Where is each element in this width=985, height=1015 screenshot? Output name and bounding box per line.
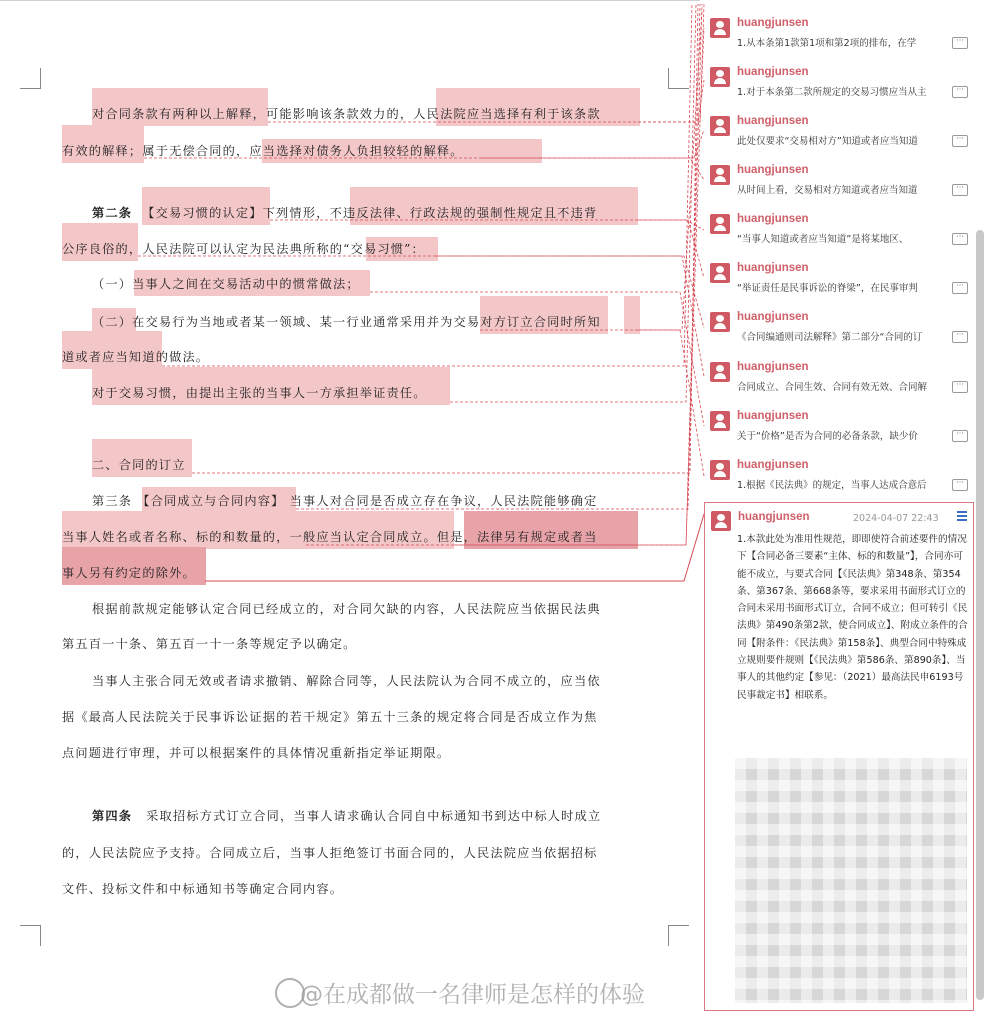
comment-card[interactable] [704, 407, 976, 451]
more-options-icon[interactable]: ··· [952, 233, 968, 245]
comment-snippet: 关于“价格”是否为合同的必备条款，缺少价 [737, 431, 918, 442]
crop-mark-top-left [20, 68, 41, 89]
more-options-icon[interactable]: ··· [952, 86, 968, 98]
comment-author: huangjunsen [737, 262, 809, 274]
more-options-icon[interactable]: ··· [952, 331, 968, 343]
paragraph-line[interactable]: 根据前款规定能够认定合同已经成立的，对合同欠缺的内容，人民法院应当依据民法典 [92, 602, 601, 616]
paragraph-line[interactable]: 第二条 【交易习惯的认定】下列情形，不违反法律、行政法规的强制性规定且不违背 [92, 203, 638, 225]
comment-card[interactable] [704, 210, 976, 254]
comment-author: huangjunsen [737, 66, 809, 78]
comment-avatar-icon [710, 116, 730, 136]
comment-avatar-icon [710, 263, 730, 283]
comment-snippet: 从时间上看，交易相对方知道或者应当知道 [737, 185, 918, 196]
paragraph-line[interactable]: 点问题进行审理，并可以根据案件的具体情况重新指定举证期限。 [62, 746, 451, 760]
more-options-icon[interactable]: ··· [952, 37, 968, 49]
comment-card[interactable] [704, 14, 976, 58]
comment-card[interactable] [704, 161, 976, 205]
comment-card[interactable] [704, 63, 976, 107]
comment-snippet: 合同成立、合同生效、合同有效无效、合同解 [737, 382, 928, 393]
comment-card[interactable] [704, 259, 976, 303]
comment-avatar-icon [710, 411, 730, 431]
comment-author: huangjunsen [737, 410, 809, 422]
comment-author: huangjunsen [737, 361, 809, 373]
crop-mark-top-right [668, 68, 689, 89]
comment-card[interactable] [704, 456, 976, 500]
more-options-icon[interactable]: ··· [952, 135, 968, 147]
comment-snippet: 此处仅要求“交易相对方”知道或者应当知道 [737, 136, 918, 147]
paragraph-line[interactable]: 对于交易习惯，由提出主张的当事人一方承担举证责任。 [92, 383, 638, 405]
comment-snippet: 1.根据《民法典》的规定，当事人达成合意后 [737, 480, 927, 491]
paragraph-line[interactable]: 有效的解释；属于无偿合同的，应当选择对债务人负担较轻的解释。 [62, 141, 638, 163]
crop-mark-bottom-left [20, 925, 41, 946]
comment-author: huangjunsen [737, 213, 809, 225]
comment-highlight[interactable] [624, 296, 640, 334]
paragraph-line[interactable]: 第四条 采取招标方式订立合同，当事人请求确认合同自中标通知书到达中标人时成立 [92, 809, 602, 823]
paragraph-line[interactable]: 第三条 【合同成立与合同内容】 当事人对合同是否成立存在争议，人民法院能够确定 [92, 491, 638, 513]
comment-date: 2024-04-07 22:43 [853, 513, 939, 524]
pixelated-redaction [735, 758, 967, 1003]
more-options-icon[interactable]: ··· [952, 479, 968, 491]
section-heading[interactable]: 二、合同的订立 [92, 455, 638, 477]
comment-author: huangjunsen [737, 115, 809, 127]
watermark-text: @在成都做一名律师是怎样的体验 [300, 982, 645, 1008]
more-options-icon[interactable]: ··· [952, 282, 968, 294]
comment-author: huangjunsen [738, 511, 810, 523]
comment-snippet: “当事人知道或者应当知道”是将某地区、 [737, 234, 909, 245]
paragraph-line[interactable]: 当事人主张合同无效或者请求撤销、解除合同等，人民法院认为合同不成立的，应当依 [92, 674, 601, 688]
comment-card[interactable] [704, 308, 976, 352]
comment-body[interactable]: 1.本款此处为准用性规范，即即使符合前述要件的情况下【合同必备三要素“主体、标的和数量”】，合同亦可能不成立，与要式合同【《民法典》第348条、第354条、第367条、第668条等，要求采用书面形式订立的合同未采用书面形式订立，合同不成立；但可转引《民法典》第490条第2款，使合同成立】、附成立条件的合同【附条件：《民法典》第158条】、典型合同中特殊成立规则要件规则【《民法典》第586条、第890条】、当事人的其他约定【参见：（2021）最高法民申6193号民事裁定书】相联系。 [737, 534, 968, 701]
paragraph-line[interactable]: 当事人姓名或者名称、标的和数量的，一般应当认定合同成立。但是，法律另有规定或者当 [62, 527, 638, 549]
comment-avatar-icon [711, 511, 731, 531]
comment-avatar-icon [710, 362, 730, 382]
comment-avatar-icon [710, 18, 730, 38]
more-options-icon[interactable]: ··· [952, 381, 968, 393]
comment-avatar-icon [710, 460, 730, 480]
paragraph-line[interactable]: 的，人民法院应予支持。合同成立后，当事人拒绝签订书面合同的，人民法院应当依据招标 [62, 846, 598, 860]
paragraph-line[interactable]: （一）当事人之间在交易活动中的惯常做法； [92, 274, 638, 296]
paragraph-line[interactable]: 公序良俗的，人民法院可以认定为民法典所称的“交易习惯”： [62, 239, 638, 261]
comment-snippet: 1.从本条第1款第1项和第2项的排布，在学 [737, 38, 917, 49]
comment-pane-scrollbar[interactable] [976, 230, 984, 1000]
comment-author: huangjunsen [737, 17, 809, 29]
more-options-icon[interactable]: ··· [952, 184, 968, 196]
paragraph-line[interactable]: 据《最高人民法院关于民事诉讼证据的若干规定》第五十三条的规定将合同是否成立作为焦 [62, 710, 598, 724]
comment-snippet: “举证责任是民事诉讼的脊梁”，在民事审判 [737, 283, 918, 294]
paragraph-line[interactable]: 第五百一十条、第五百一十一条等规定予以确定。 [62, 637, 357, 651]
comment-card[interactable] [704, 358, 976, 402]
more-options-icon[interactable]: ··· [952, 430, 968, 442]
comment-avatar-icon [710, 312, 730, 332]
paragraph-line[interactable]: 道或者应当知道的做法。 [62, 347, 638, 369]
paragraph-line[interactable]: 对合同条款有两种以上解释，可能影响该条款效力的，人民法院应当选择有利于该条款 [92, 104, 638, 126]
paragraph-line[interactable]: 文件、投标文件和中标通知书等确定合同内容。 [62, 882, 344, 896]
comment-avatar-icon [710, 214, 730, 234]
comment-avatar-icon [710, 165, 730, 185]
comment-avatar-icon [710, 67, 730, 87]
comment-author: huangjunsen [737, 459, 809, 471]
paragraph-line[interactable]: 事人另有约定的除外。 [62, 563, 638, 585]
comment-card[interactable] [704, 112, 976, 156]
comment-snippet: 1.对于本条第二款所规定的交易习惯应当从主 [737, 87, 927, 98]
comment-author: huangjunsen [737, 311, 809, 323]
paragraph-line[interactable]: （二）在交易行为当地或者某一领域、某一行业通常采用并为交易对方订立合同时所知 [92, 312, 638, 334]
comment-snippet: 《合同编通则司法解释》第二部分“合同的订 [737, 332, 923, 343]
comment-list-icon[interactable] [953, 511, 967, 523]
comment-author: huangjunsen [737, 164, 809, 176]
crop-mark-bottom-right [668, 925, 689, 946]
